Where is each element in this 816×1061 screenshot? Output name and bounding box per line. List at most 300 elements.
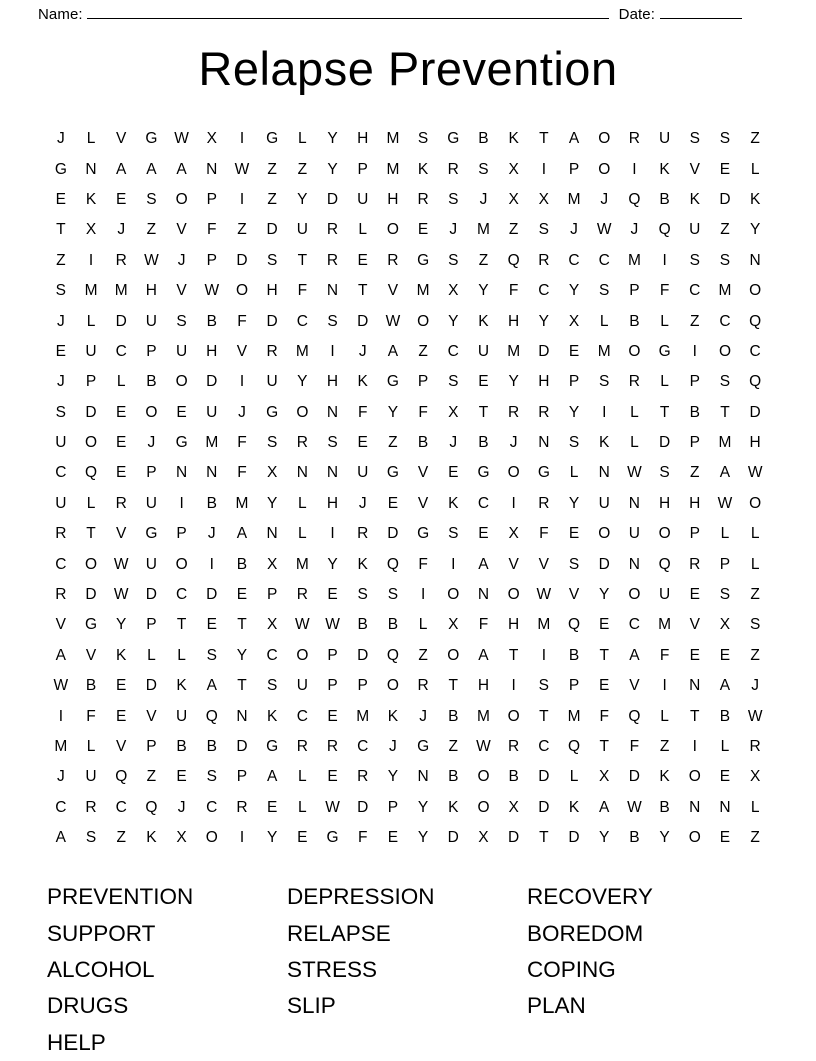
grid-cell[interactable]: H xyxy=(689,494,701,512)
word-list-item[interactable]: DEPRESSION xyxy=(287,884,435,910)
grid-cell[interactable]: A xyxy=(55,829,67,847)
grid-cell[interactable]: N xyxy=(85,160,97,178)
grid-cell[interactable]: N xyxy=(326,403,339,421)
grid-cell[interactable]: C xyxy=(266,646,278,664)
grid-cell[interactable]: Y xyxy=(116,616,127,634)
grid-cell[interactable]: V xyxy=(508,555,519,573)
grid-cell[interactable]: R xyxy=(689,555,701,573)
grid-cell[interactable]: J xyxy=(600,190,609,208)
grid-cell[interactable]: S xyxy=(417,130,429,148)
grid-cell[interactable]: E xyxy=(719,160,731,178)
grid-cell[interactable]: R xyxy=(508,738,520,755)
grid-cell[interactable]: N xyxy=(206,160,218,178)
grid-cell[interactable]: K xyxy=(266,707,278,725)
grid-cell[interactable]: G xyxy=(175,434,188,452)
grid-cell[interactable]: B xyxy=(659,798,670,816)
grid-cell[interactable]: J xyxy=(751,677,760,695)
word-list-item[interactable]: BOREDOM xyxy=(527,920,644,946)
grid-cell[interactable]: R xyxy=(326,738,339,755)
grid-cell[interactable]: C xyxy=(568,251,580,269)
grid-cell[interactable]: N xyxy=(236,707,248,725)
grid-cell[interactable]: T xyxy=(720,403,730,421)
grid-cell[interactable]: S xyxy=(448,525,459,543)
grid-cell[interactable]: P xyxy=(146,464,157,482)
grid-cell[interactable]: K xyxy=(659,768,670,786)
grid-cell[interactable]: I xyxy=(58,707,63,725)
grid-cell[interactable]: T xyxy=(539,707,549,725)
grid-cell[interactable]: M xyxy=(718,434,732,452)
grid-cell[interactable]: L xyxy=(569,464,579,482)
grid-cell[interactable]: P xyxy=(206,251,217,269)
grid-cell[interactable]: K xyxy=(387,707,399,725)
grid-cell[interactable]: R xyxy=(296,434,308,452)
grid-cell[interactable]: Q xyxy=(568,738,581,755)
grid-cell[interactable]: R xyxy=(296,586,308,604)
grid-cell[interactable]: M xyxy=(114,282,128,300)
grid-cell[interactable]: F xyxy=(357,403,368,421)
grid-cell[interactable]: Z xyxy=(690,312,700,330)
grid-cell[interactable]: A xyxy=(206,677,217,695)
grid-cell[interactable]: D xyxy=(658,434,671,452)
grid-cell[interactable]: L xyxy=(298,130,307,148)
grid-cell[interactable]: F xyxy=(297,282,308,300)
grid-cell[interactable]: Y xyxy=(387,403,399,421)
grid-cell[interactable]: D xyxy=(115,312,127,330)
grid-cell[interactable]: J xyxy=(630,221,639,239)
grid-cell[interactable]: G xyxy=(417,738,430,755)
grid-cell[interactable]: C xyxy=(538,282,550,300)
grid-cell[interactable]: D xyxy=(206,373,218,391)
grid-cell[interactable]: R xyxy=(447,160,459,178)
grid-cell[interactable]: W xyxy=(295,616,310,634)
grid-cell[interactable]: V xyxy=(55,616,67,634)
word-list-item[interactable]: DRUGS xyxy=(47,993,129,1019)
grid-cell[interactable]: V xyxy=(236,342,248,360)
grid-cell[interactable]: Y xyxy=(327,555,338,573)
grid-cell[interactable]: W xyxy=(476,738,491,755)
grid-cell[interactable]: P xyxy=(719,555,731,573)
grid-cell[interactable]: J xyxy=(449,221,458,239)
grid-cell[interactable]: Z xyxy=(659,738,670,755)
grid-cell[interactable]: S xyxy=(538,677,550,695)
grid-cell[interactable]: E xyxy=(116,707,127,725)
grid-cell[interactable]: S xyxy=(85,829,97,847)
grid-cell[interactable]: J xyxy=(479,190,488,208)
grid-cell[interactable]: D xyxy=(357,312,369,330)
grid-cell[interactable]: C xyxy=(628,616,640,634)
grid-cell[interactable]: L xyxy=(750,160,760,178)
grid-cell[interactable]: B xyxy=(478,130,489,148)
grid-cell[interactable]: P xyxy=(689,434,700,452)
grid-cell[interactable]: O xyxy=(296,646,309,664)
grid-cell[interactable]: D xyxy=(236,738,248,755)
grid-cell[interactable]: S xyxy=(749,616,761,634)
grid-cell[interactable]: X xyxy=(266,464,278,482)
grid-cell[interactable]: D xyxy=(145,586,157,604)
grid-cell[interactable]: X xyxy=(538,190,550,208)
grid-cell[interactable]: A xyxy=(266,768,278,786)
grid-cell[interactable]: P xyxy=(387,798,399,816)
grid-cell[interactable]: P xyxy=(206,190,217,208)
grid-cell[interactable]: F xyxy=(629,738,640,755)
grid-cell[interactable]: D xyxy=(266,312,278,330)
grid-cell[interactable]: O xyxy=(477,768,490,786)
grid-cell[interactable]: F xyxy=(508,282,519,300)
grid-cell[interactable]: D xyxy=(357,646,369,664)
grid-cell[interactable]: D xyxy=(568,829,580,847)
grid-cell[interactable]: B xyxy=(206,494,217,512)
grid-cell[interactable]: G xyxy=(477,464,490,482)
grid-cell[interactable]: Z xyxy=(448,738,459,755)
grid-cell[interactable]: V xyxy=(417,494,429,512)
grid-cell[interactable]: G xyxy=(658,342,671,360)
grid-cell[interactable]: Q xyxy=(658,221,671,239)
grid-cell[interactable]: P xyxy=(568,373,580,391)
grid-cell[interactable]: Y xyxy=(599,586,610,604)
grid-cell[interactable]: Z xyxy=(478,251,489,269)
grid-cell[interactable]: Y xyxy=(508,373,519,391)
grid-cell[interactable]: C xyxy=(296,312,308,330)
grid-cell[interactable]: Y xyxy=(568,403,580,421)
grid-cell[interactable]: S xyxy=(448,251,459,269)
grid-cell[interactable]: X xyxy=(448,282,459,300)
grid-cell[interactable]: O xyxy=(749,282,762,300)
grid-cell[interactable]: L xyxy=(660,707,669,725)
grid-cell[interactable]: Z xyxy=(116,829,126,847)
grid-cell[interactable]: C xyxy=(175,586,188,604)
grid-cell[interactable]: S xyxy=(55,403,67,421)
grid-cell[interactable]: E xyxy=(176,403,187,421)
grid-cell[interactable]: Q xyxy=(507,251,520,269)
grid-cell[interactable]: J xyxy=(56,768,65,786)
grid-cell[interactable]: G xyxy=(266,130,279,148)
grid-cell[interactable]: W xyxy=(113,555,129,573)
grid-cell[interactable]: P xyxy=(357,160,368,178)
grid-cell[interactable]: H xyxy=(508,312,520,330)
grid-cell[interactable]: Z xyxy=(750,130,760,148)
grid-cell[interactable]: I xyxy=(209,555,214,573)
grid-cell[interactable]: L xyxy=(599,312,609,330)
grid-cell[interactable]: L xyxy=(86,312,96,330)
grid-cell[interactable]: T xyxy=(237,616,247,634)
grid-cell[interactable]: N xyxy=(598,464,610,482)
grid-cell[interactable]: B xyxy=(236,555,248,573)
grid-cell[interactable]: E xyxy=(116,403,127,421)
grid-cell[interactable]: M xyxy=(386,130,400,148)
grid-cell[interactable]: O xyxy=(507,586,520,604)
grid-cell[interactable]: P xyxy=(357,677,368,695)
grid-cell[interactable]: B xyxy=(719,707,731,725)
grid-cell[interactable]: I xyxy=(602,403,607,421)
grid-cell[interactable]: E xyxy=(387,494,399,512)
grid-cell[interactable]: Q xyxy=(628,190,641,208)
grid-cell[interactable]: X xyxy=(448,616,459,634)
grid-cell[interactable]: M xyxy=(567,707,581,725)
grid-cell[interactable]: M xyxy=(54,738,68,755)
grid-cell[interactable]: N xyxy=(628,555,640,573)
grid-cell[interactable]: J xyxy=(56,312,65,330)
grid-cell[interactable]: A xyxy=(568,130,580,148)
grid-cell[interactable]: I xyxy=(239,130,245,148)
grid-cell[interactable]: R xyxy=(628,373,640,391)
grid-cell[interactable]: K xyxy=(357,373,368,391)
grid-cell[interactable]: K xyxy=(508,130,519,148)
grid-cell[interactable]: F xyxy=(539,525,549,543)
grid-cell[interactable]: M xyxy=(537,616,551,634)
grid-cell[interactable]: U xyxy=(689,221,701,239)
grid-cell[interactable]: I xyxy=(632,160,637,178)
grid-cell[interactable]: K xyxy=(749,190,761,208)
grid-cell[interactable]: V xyxy=(629,677,640,695)
grid-cell[interactable]: I xyxy=(662,251,667,269)
grid-cell[interactable]: O xyxy=(598,130,611,148)
grid-cell[interactable]: C xyxy=(598,251,610,269)
grid-cell[interactable]: L xyxy=(418,616,428,634)
grid-cell[interactable]: J xyxy=(177,251,186,269)
grid-cell[interactable]: T xyxy=(86,525,96,543)
grid-cell[interactable]: L xyxy=(358,221,368,239)
grid-cell[interactable]: K xyxy=(448,798,459,816)
grid-cell[interactable]: S xyxy=(206,646,217,664)
grid-cell[interactable]: T xyxy=(539,829,549,847)
grid-cell[interactable]: J xyxy=(177,798,186,816)
word-list-item[interactable]: STRESS xyxy=(287,957,378,982)
grid-cell[interactable]: Q xyxy=(658,555,671,573)
word-search-grid[interactable] xyxy=(46,124,771,853)
grid-cell[interactable]: N xyxy=(477,586,490,604)
grid-cell[interactable]: J xyxy=(117,221,126,239)
grid-cell[interactable]: K xyxy=(116,646,127,664)
grid-cell[interactable]: G xyxy=(386,373,399,391)
grid-cell[interactable]: C xyxy=(55,798,67,816)
grid-cell[interactable]: I xyxy=(451,555,456,573)
grid-cell[interactable]: O xyxy=(175,373,188,391)
grid-cell[interactable]: E xyxy=(689,646,700,664)
grid-cell[interactable]: P xyxy=(146,738,157,755)
grid-cell[interactable]: U xyxy=(55,434,67,452)
grid-cell[interactable]: L xyxy=(630,403,639,421)
grid-cell[interactable]: X xyxy=(749,768,761,786)
grid-cell[interactable]: X xyxy=(266,555,278,573)
grid-cell[interactable]: T xyxy=(690,707,700,725)
grid-cell[interactable]: O xyxy=(658,525,671,543)
grid-cell[interactable]: U xyxy=(296,677,308,695)
grid-cell[interactable]: R xyxy=(296,738,308,755)
grid-cell[interactable]: J xyxy=(419,707,427,725)
grid-cell[interactable]: P xyxy=(689,373,700,391)
grid-cell[interactable]: N xyxy=(206,464,218,482)
grid-cell[interactable]: R xyxy=(326,221,339,239)
grid-cell[interactable]: S xyxy=(448,190,459,208)
grid-cell[interactable]: G xyxy=(145,525,158,543)
grid-cell[interactable]: A xyxy=(599,798,610,816)
grid-cell[interactable]: H xyxy=(326,373,339,391)
grid-cell[interactable]: I xyxy=(541,160,546,178)
grid-cell[interactable]: L xyxy=(147,646,156,664)
grid-cell[interactable]: M xyxy=(356,707,370,725)
grid-cell[interactable]: W xyxy=(174,130,189,148)
grid-cell[interactable]: F xyxy=(86,707,96,725)
word-list-item[interactable]: RECOVERY xyxy=(527,884,653,910)
grid-cell[interactable]: A xyxy=(719,677,731,695)
grid-cell[interactable]: B xyxy=(689,403,700,421)
grid-cell[interactable]: C xyxy=(538,738,550,755)
grid-cell[interactable]: O xyxy=(749,494,762,512)
grid-cell[interactable]: O xyxy=(235,282,248,300)
grid-cell[interactable]: G xyxy=(386,464,399,482)
grid-cell[interactable]: T xyxy=(357,282,368,300)
grid-cell[interactable]: X xyxy=(599,768,610,786)
grid-cell[interactable]: E xyxy=(357,434,368,452)
grid-cell[interactable]: B xyxy=(146,373,157,391)
grid-cell[interactable]: R xyxy=(508,403,520,421)
grid-cell[interactable]: I xyxy=(330,342,335,360)
grid-cell[interactable]: W xyxy=(144,251,159,269)
grid-cell[interactable]: N xyxy=(417,768,429,786)
grid-cell[interactable]: C xyxy=(115,342,127,360)
grid-cell[interactable]: F xyxy=(659,646,670,664)
grid-cell[interactable]: Y xyxy=(659,829,670,847)
grid-cell[interactable]: L xyxy=(720,738,730,755)
grid-cell[interactable]: S xyxy=(266,251,278,269)
grid-cell[interactable]: C xyxy=(55,464,67,482)
grid-cell[interactable]: X xyxy=(508,798,519,816)
grid-cell[interactable]: N xyxy=(266,525,278,543)
grid-cell[interactable]: Q xyxy=(386,555,399,573)
grid-cell[interactable]: M xyxy=(507,342,521,360)
grid-cell[interactable]: D xyxy=(206,586,218,604)
grid-cell[interactable]: M xyxy=(295,555,309,573)
grid-cell[interactable]: S xyxy=(719,586,731,604)
grid-cell[interactable]: R xyxy=(538,403,550,421)
grid-cell[interactable]: E xyxy=(116,464,127,482)
grid-cell[interactable]: A xyxy=(55,646,67,664)
grid-cell[interactable]: F xyxy=(237,434,247,452)
grid-cell[interactable]: Z xyxy=(750,829,760,847)
grid-cell[interactable]: K xyxy=(599,434,610,452)
grid-cell[interactable]: L xyxy=(298,525,307,543)
grid-cell[interactable]: B xyxy=(629,829,640,847)
grid-cell[interactable]: P xyxy=(568,677,580,695)
grid-cell[interactable]: I xyxy=(692,738,697,755)
grid-cell[interactable]: L xyxy=(660,312,669,330)
grid-cell[interactable]: X xyxy=(478,829,489,847)
grid-cell[interactable]: C xyxy=(689,282,701,300)
grid-cell[interactable]: E xyxy=(387,829,399,847)
grid-cell[interactable]: N xyxy=(719,798,731,816)
grid-cell[interactable]: Q xyxy=(749,373,762,391)
grid-cell[interactable]: O xyxy=(688,768,701,786)
grid-cell[interactable]: B xyxy=(206,738,217,755)
grid-cell[interactable]: J xyxy=(358,494,367,512)
grid-cell[interactable]: I xyxy=(541,646,546,664)
grid-cell[interactable]: Y xyxy=(599,829,610,847)
grid-cell[interactable]: S xyxy=(146,190,157,208)
grid-cell[interactable]: D xyxy=(538,798,550,816)
grid-cell[interactable]: S xyxy=(719,130,731,148)
word-list-item[interactable]: PLAN xyxy=(527,993,586,1019)
grid-cell[interactable]: X xyxy=(266,616,278,634)
grid-cell[interactable]: Q xyxy=(85,464,98,482)
grid-cell[interactable]: H xyxy=(508,616,520,634)
grid-cell[interactable]: L xyxy=(630,434,639,452)
grid-cell[interactable]: E xyxy=(55,190,67,208)
grid-cell[interactable]: F xyxy=(659,282,670,300)
grid-cell[interactable]: Q xyxy=(386,646,399,664)
grid-cell[interactable]: V xyxy=(146,707,157,725)
grid-cell[interactable]: O xyxy=(205,829,218,847)
grid-cell[interactable]: F xyxy=(237,312,247,330)
grid-cell[interactable]: T xyxy=(176,616,187,634)
grid-cell[interactable]: R xyxy=(326,251,339,269)
grid-cell[interactable]: P xyxy=(236,768,248,786)
grid-cell[interactable]: Z xyxy=(297,160,308,178)
grid-cell[interactable]: A xyxy=(146,160,157,178)
grid-cell[interactable]: J xyxy=(449,434,458,452)
grid-cell[interactable]: M xyxy=(597,342,611,360)
word-list-item[interactable]: SLIP xyxy=(287,993,336,1019)
grid-cell[interactable]: E xyxy=(327,586,338,604)
grid-cell[interactable]: Z xyxy=(56,251,66,269)
grid-cell[interactable]: A xyxy=(719,464,731,482)
grid-cell[interactable]: R xyxy=(417,677,429,695)
grid-cell[interactable]: F xyxy=(478,616,489,634)
grid-cell[interactable]: C xyxy=(719,312,731,330)
grid-cell[interactable]: Y xyxy=(236,646,248,664)
grid-cell[interactable]: N xyxy=(689,798,701,816)
grid-cell[interactable]: O xyxy=(688,829,701,847)
grid-cell[interactable]: E xyxy=(116,677,127,695)
grid-cell[interactable]: W xyxy=(717,494,733,512)
grid-cell[interactable]: E xyxy=(478,373,489,391)
grid-cell[interactable]: M xyxy=(295,342,309,360)
grid-cell[interactable]: D xyxy=(326,190,339,208)
grid-cell[interactable]: E xyxy=(719,646,731,664)
grid-cell[interactable]: V xyxy=(176,221,187,239)
grid-cell[interactable]: W xyxy=(325,616,340,634)
grid-cell[interactable]: Y xyxy=(568,494,580,512)
grid-cell[interactable]: U xyxy=(296,221,308,239)
grid-cell[interactable]: F xyxy=(599,707,609,725)
grid-cell[interactable]: I xyxy=(239,190,245,208)
grid-cell[interactable]: L xyxy=(660,373,669,391)
grid-cell[interactable]: X xyxy=(176,829,187,847)
grid-cell[interactable]: O xyxy=(417,312,430,330)
grid-cell[interactable]: H xyxy=(145,282,157,300)
grid-cell[interactable]: K xyxy=(659,160,670,178)
grid-cell[interactable]: N xyxy=(326,282,339,300)
grid-cell[interactable]: T xyxy=(237,677,247,695)
grid-cell[interactable]: U xyxy=(266,373,278,391)
grid-cell[interactable]: L xyxy=(750,555,760,573)
grid-cell[interactable]: E xyxy=(448,464,459,482)
grid-cell[interactable]: E xyxy=(206,616,217,634)
grid-cell[interactable]: Z xyxy=(267,190,277,208)
grid-cell[interactable]: U xyxy=(145,312,157,330)
grid-cell[interactable]: Z xyxy=(146,221,157,239)
grid-cell[interactable]: Y xyxy=(417,798,429,816)
grid-cell[interactable]: D xyxy=(145,677,157,695)
grid-cell[interactable]: B xyxy=(448,707,459,725)
grid-cell[interactable]: S xyxy=(538,221,550,239)
grid-cell[interactable]: T xyxy=(599,646,609,664)
grid-cell[interactable]: D xyxy=(538,342,550,360)
grid-cell[interactable]: I xyxy=(692,342,697,360)
grid-cell[interactable]: X xyxy=(508,525,519,543)
grid-cell[interactable]: U xyxy=(357,190,369,208)
grid-cell[interactable]: R xyxy=(538,494,550,512)
grid-cell[interactable]: S xyxy=(659,464,670,482)
